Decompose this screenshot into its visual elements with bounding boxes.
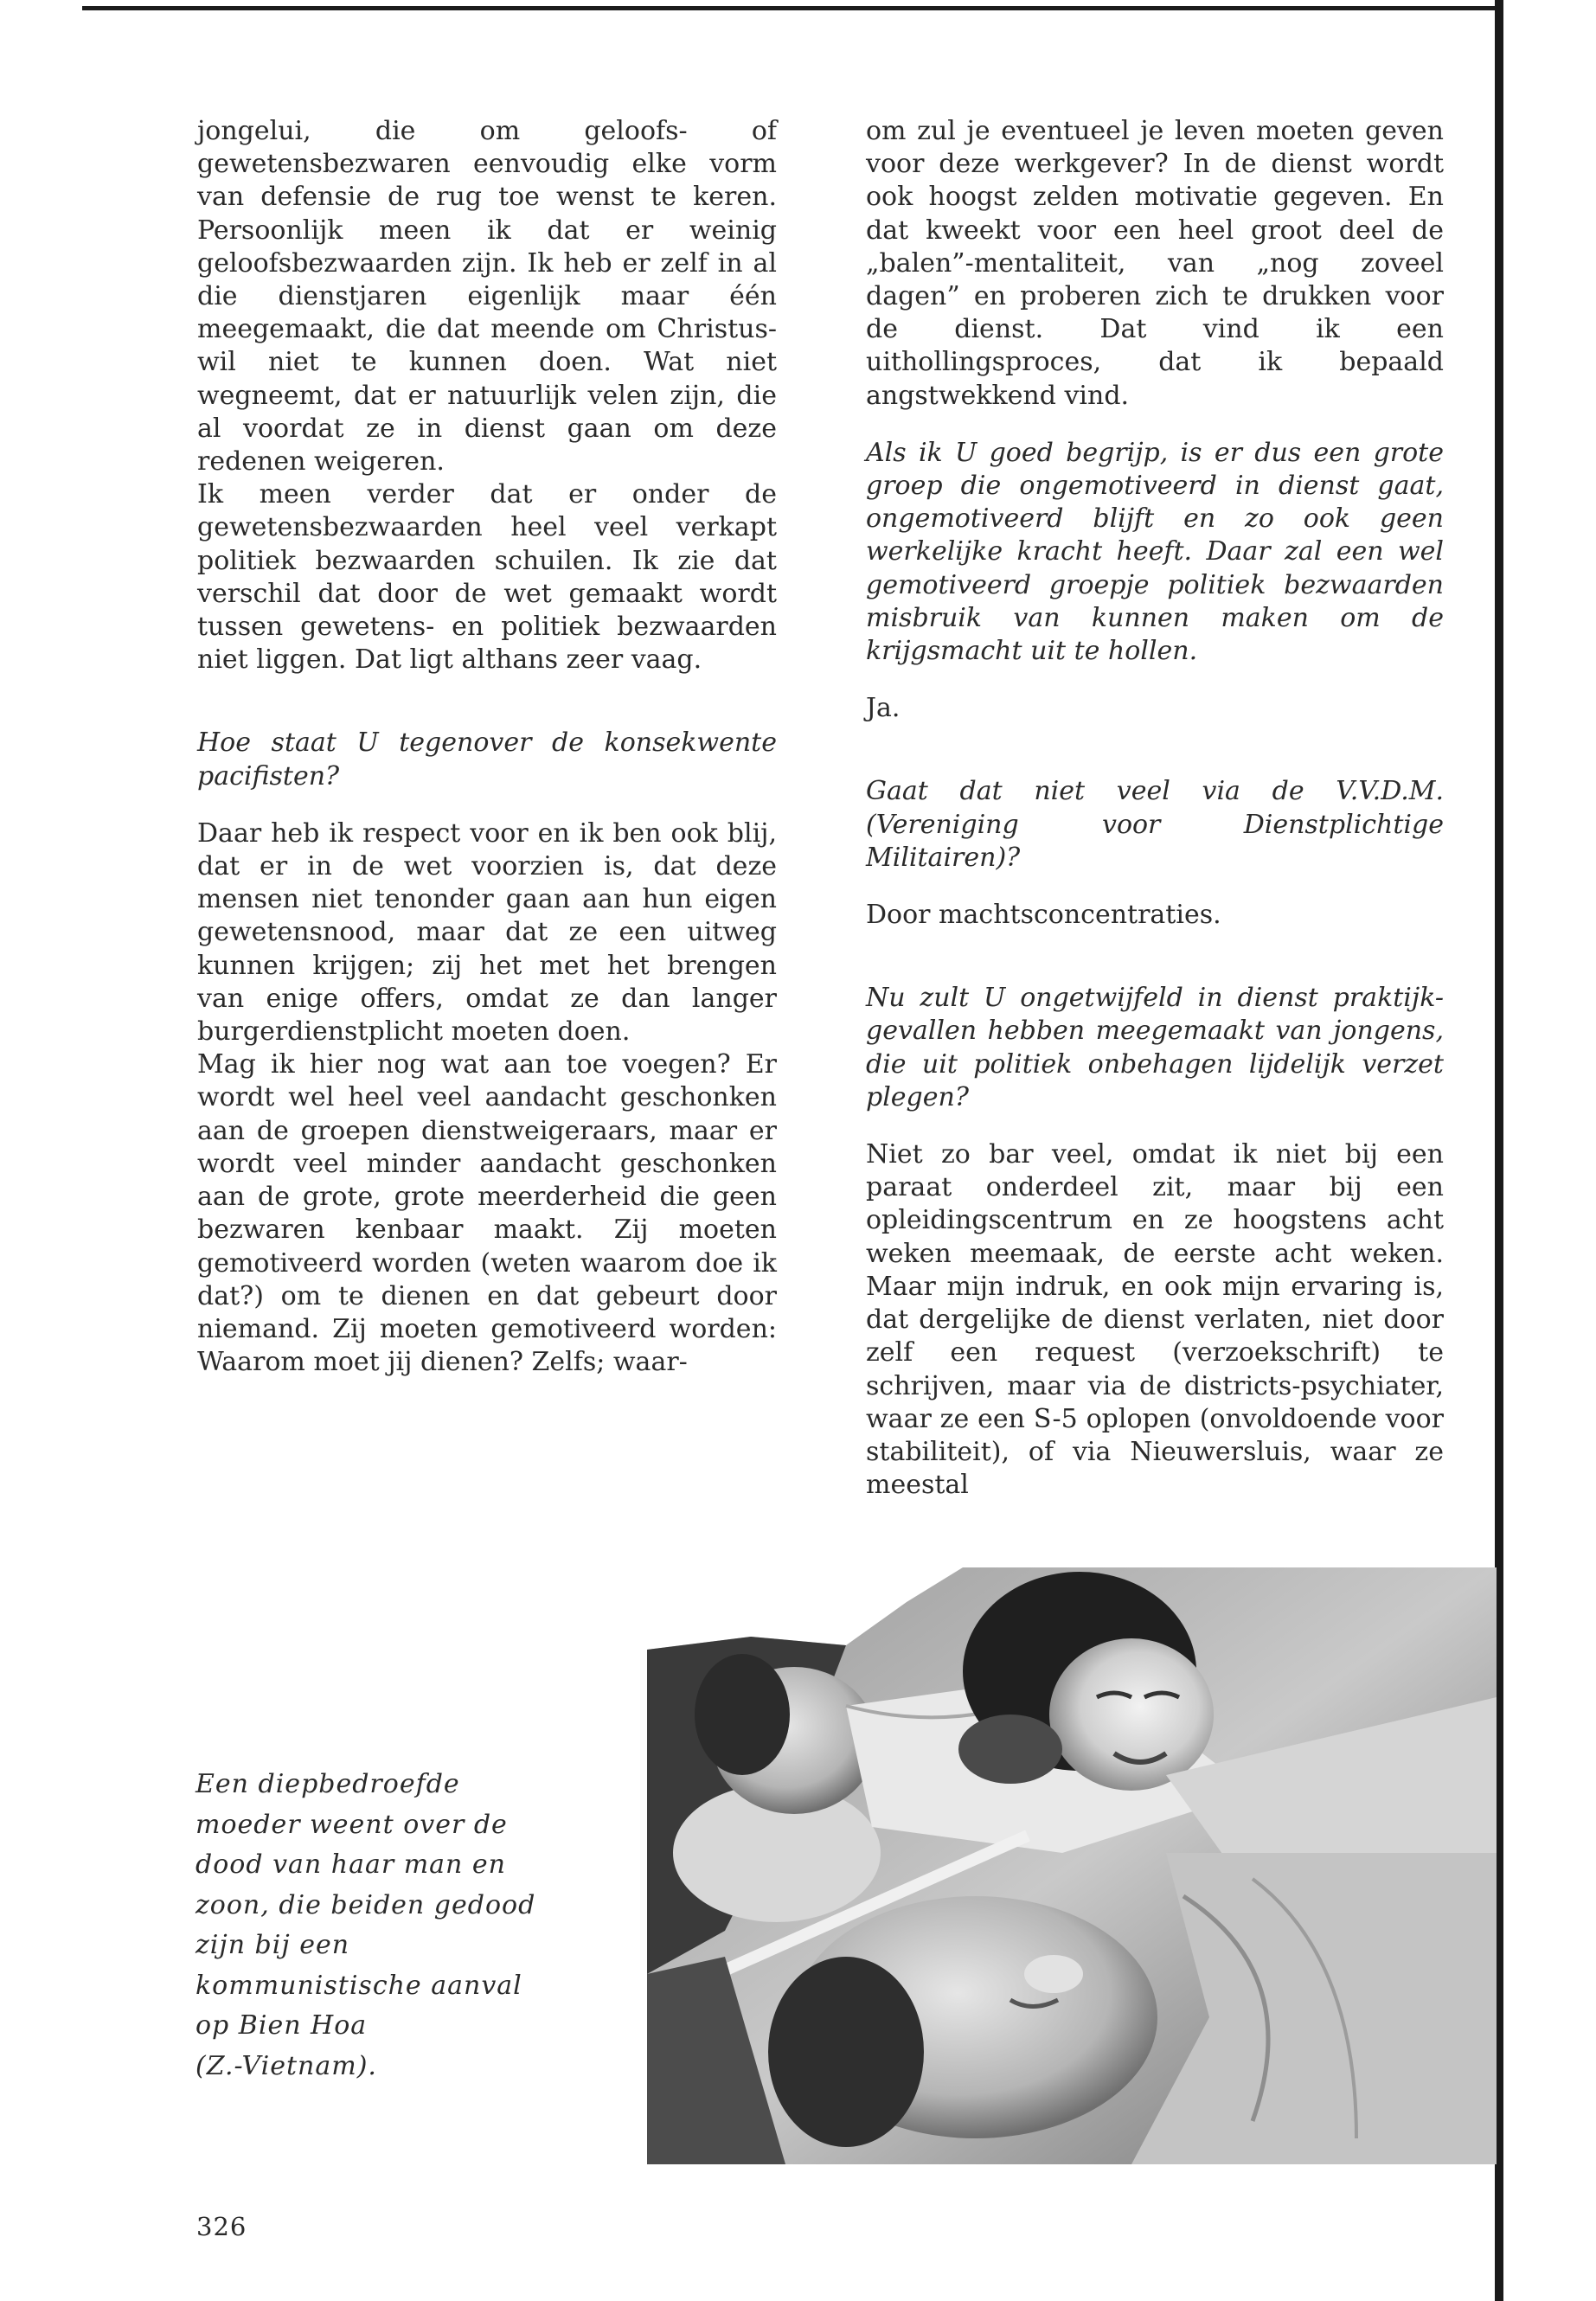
caption-line: zoon, die beiden gedood: [195, 1889, 536, 1920]
caption-line: kommunistische aanval: [195, 1970, 522, 2001]
left-paragraph-2: Ik meen verder dat er onder de gewetensbezwaarden heel veel verkapt politiek bezwaarden schuilen. Ik zie dat verschil dat door de wet gemaakt wordt tussen gewetens- en politiek bezwaarden niet liggen. Dat ligt althans zeer vaag.: [197, 479, 777, 676]
top-rule: [82, 6, 1501, 10]
photo-caption: [195, 1765, 576, 2086]
left-column: [197, 115, 777, 1379]
caption-line: op Bien Hoa: [195, 2010, 368, 2041]
caption-line: moeder weent over de: [195, 1809, 508, 1840]
right-question-2: Gaat dat niet veel via de V.V.D.M. (Vereniging voor Dienstplichtige Militairen)?: [866, 776, 1444, 873]
left-answer-1: Daar heb ik respect voor en ik ben ook blij, dat er in de wet voorzien is, dat deze mensen niet tenonder gaan aan hun eigen gewetensnood, maar dat ze een uitweg kunnen krijgen; zij het met het brengen van enige offers, omdat ze dan langer burgerdienstplicht moeten doen.: [197, 817, 777, 1048]
page-number: 326: [196, 2212, 247, 2241]
caption-line: dood van haar man en: [195, 1849, 506, 1880]
caption-line: zijn bij een: [195, 1930, 350, 1960]
right-question-1: Als ik U goed begrijp, is er dus een grote groep die ongemotiveerd in dienst gaat, ongemotiveerd blijft en zo ook geen werkelijke kracht heeft. Daar zal een wel gemotiveerd groepje politiek bezwaarden misbruik van kunnen maken om de krijgsmacht uit te hollen.: [866, 437, 1444, 667]
left-answer-2: Mag ik hier nog wat aan toe voegen? Er wordt wel heel veel aandacht geschonken aan de groepen dienstweigeraars, maar er wordt veel minder aandacht geschonken aan de grote, grote meerderheid die geen bezwaren kenbaar maakt. Zij moeten gemotiveerd worden (weten waarom doe ik dat?) om te dienen en dat gebeurt door niemand. Zij moeten gemotiveerd worden: Waarom moet jij dienen? Zelfs; waar-: [197, 1049, 777, 1378]
right-answer-2: Door machtsconcentraties.: [866, 900, 1221, 931]
right-paragraph-1: om zul je eventueel je leven moeten geven voor deze werkgever? In de dienst wordt ook hoogst zelden motivatie gegeven. En dat kweekt voor een heel groot deel de „balen”-mentaliteit, van „nog zoveel dagen” en proberen zich te drukken voor de dienst. Dat vind ik een uithollingsproces, dat ik bepaald angstwekkend vind.: [866, 116, 1444, 411]
right-answer-3: Niet zo bar veel, omdat ik niet bij een paraat onderdeel zit, maar bij een opleidingscentrum en ze hoogstens acht weken meemaak, de eerste acht weken. Maar mijn indruk, en ook mijn ervaring is, dat dergelijke de dienst verlaten, niet door zelf een request (verzoekschrift) te schrijven, maar via de districts-psychiater, waar ze een S-5 oplopen (onvoldoende voor stabiliteit), of via Nieuwersluis, waar ze meestal: [866, 1139, 1444, 1501]
left-paragraph-1: jongelui, die om geloofs- of gewetensbezwaren eenvoudig elke vorm van defensie de rug toe wenst te keren. Persoonlijk meen ik dat er weinig geloofsbezwaarden zijn. Ik heb er zelf in al die dienstjaren eigenlijk maar één meegemaakt, die dat meende om Christus-wil niet te kunnen doen. Wat niet wegneemt, dat er natuurlijk velen zijn, die al voordat ze in dienst gaan om deze redenen weigeren.: [197, 116, 777, 478]
right-question-3: Nu zult U ongetwijfeld in dienst praktijk-gevallen hebben meegemaakt van jongens, die uit politiek onbehagen lijdelijk verzet plegen?: [866, 983, 1444, 1112]
left-question-1: Hoe staat U tegenover de konsekwente pacifisten?: [197, 727, 777, 792]
caption-line: (Z.-Vietnam).: [195, 2050, 377, 2081]
photo-grieving-mother: [647, 1567, 1497, 2164]
caption-line: Een diepbedroefde: [195, 1769, 460, 1799]
right-answer-1: Ja.: [866, 693, 901, 724]
right-column: [866, 115, 1444, 1502]
